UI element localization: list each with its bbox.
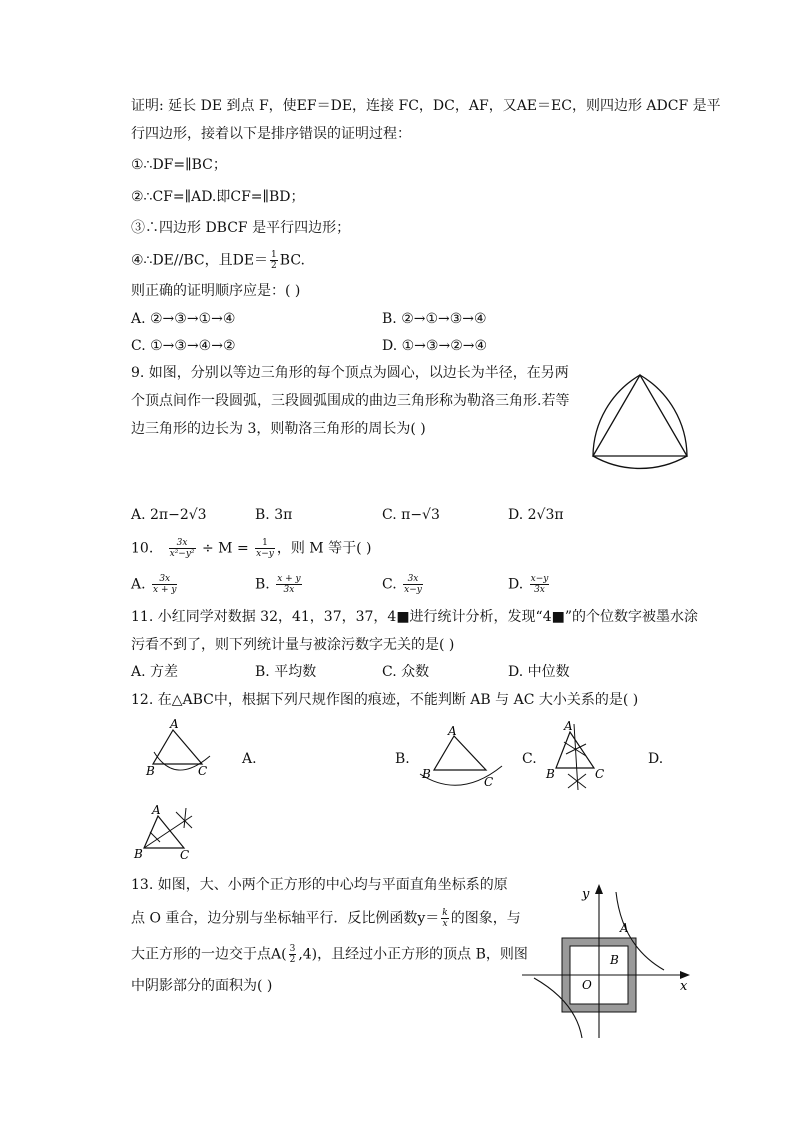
vertex-label-a: A bbox=[564, 719, 573, 733]
q8-step4-pre: ④∴DE//BC，且DE＝ bbox=[131, 252, 269, 269]
equilateral-triangle bbox=[593, 375, 687, 456]
fraction-numerator: 3x bbox=[169, 538, 196, 549]
construction-mark bbox=[184, 808, 186, 828]
fraction-numerator: 1 bbox=[271, 250, 277, 260]
q8-step2: ②∴CF=∥AD.即CF=∥BD； bbox=[131, 189, 305, 205]
q13-kx-fraction bbox=[441, 908, 448, 929]
point-label-b: B bbox=[610, 953, 619, 967]
q10-stem bbox=[131, 538, 371, 559]
fraction-numerator: 3x bbox=[152, 574, 177, 585]
q12-stem: 12. 在△ABC中，根据下列尺规作图的痕迹，不能判断 AB 与 AC 大小关系的是( ) bbox=[131, 692, 639, 708]
q9-option-d: D. 2√3π bbox=[508, 507, 564, 523]
vertex-label-c: C bbox=[180, 848, 190, 862]
option-label: D. bbox=[508, 576, 524, 593]
q12-label-d: D. bbox=[648, 751, 664, 767]
q13-line1: 13. 如图，大、小两个正方形的中心均与平面直角坐标系的原 bbox=[131, 877, 508, 893]
q10-tail: ，则 M 等于( ) bbox=[276, 540, 372, 557]
q9-option-b: B. 3π bbox=[255, 507, 293, 523]
x-axis-arrow bbox=[680, 971, 690, 979]
axis-label-x: x bbox=[680, 979, 688, 994]
q13-point-fraction bbox=[289, 944, 297, 965]
fraction-denominator: x−y bbox=[256, 549, 274, 559]
q8-step4-post: BC. bbox=[279, 252, 305, 269]
q12-label-b: B. bbox=[395, 751, 410, 767]
fraction-denominator: x−y bbox=[404, 585, 422, 595]
q9-option-a: A. 2π−2√3 bbox=[131, 507, 207, 523]
q9-line2: 个顶点间作一段圆弧，三段圆弧围成的曲边三角形称为勒洛三角形.若等 bbox=[131, 393, 570, 409]
q10-number: 10. bbox=[131, 540, 154, 557]
vertex-label-b: B bbox=[546, 767, 555, 781]
reuleaux-triangle-figure bbox=[590, 372, 690, 487]
q11-option-c: C. 众数 bbox=[382, 664, 430, 680]
q13-line2-pre: 点 O 重合，边分别与坐标轴平行．反比例函数y＝ bbox=[131, 910, 440, 927]
q10-fraction-2 bbox=[255, 538, 275, 559]
triangle-abc bbox=[153, 730, 202, 764]
vertex-label-a: A bbox=[152, 803, 161, 817]
fraction-numerator: x + y bbox=[277, 574, 301, 584]
fraction-denominator: 3x bbox=[534, 585, 545, 595]
q11-option-a: A. 方差 bbox=[131, 664, 179, 680]
q10-option-c bbox=[382, 574, 425, 595]
q11-line1: 11. 小红同学对数据 32，41，37，37，4■进行统计分析，发现“4■”的个位数字被墨水涂 bbox=[131, 609, 699, 625]
fraction-numerator: 3 bbox=[289, 944, 296, 954]
option-label: B. bbox=[255, 576, 270, 593]
q10-option-b bbox=[255, 574, 304, 595]
q12-figure-d bbox=[130, 802, 200, 864]
q12-label-a: A. bbox=[242, 751, 257, 767]
vertex-label-b: B bbox=[134, 847, 143, 861]
triangle-abc bbox=[434, 736, 486, 770]
q8-step1: ①∴DF=∥BC； bbox=[131, 157, 227, 173]
axis-label-y: y bbox=[582, 887, 590, 902]
q8-option-a: A. ②→③→①→④ bbox=[131, 311, 236, 327]
reuleaux-arc-bottom bbox=[593, 456, 687, 468]
q11-option-b: B. 平均数 bbox=[255, 664, 317, 680]
q8-question: 则正确的证明顺序应是：( ) bbox=[131, 283, 301, 299]
fraction-denominator: 3x bbox=[283, 585, 295, 595]
q13-line2 bbox=[131, 908, 521, 929]
y-axis-arrow bbox=[595, 884, 603, 894]
fraction-denominator: 2 bbox=[271, 261, 277, 271]
q10-option-a bbox=[131, 574, 179, 595]
q10-fraction-1 bbox=[169, 538, 196, 559]
option-label: A. bbox=[131, 576, 146, 593]
fraction-numerator: 3x bbox=[403, 574, 423, 585]
q12-figure-a bbox=[140, 718, 220, 780]
q13-line2-post: 的图象，与 bbox=[450, 910, 521, 927]
q11-option-d: D. 中位数 bbox=[508, 664, 570, 680]
origin-label: O bbox=[582, 978, 592, 992]
q13-coordinate-figure bbox=[520, 880, 700, 1040]
q10-option-b-fraction bbox=[276, 574, 301, 595]
q9-option-c: C. π−√3 bbox=[382, 507, 440, 523]
fraction-numerator: k bbox=[442, 908, 448, 918]
vertex-label-c: C bbox=[595, 767, 605, 781]
q10-option-a-fraction bbox=[152, 574, 177, 595]
point-label-a: A bbox=[620, 921, 629, 935]
q9-line1: 9. 如图，分别以等边三角形的每个顶点为圆心，以边长为半径，在另两 bbox=[131, 365, 569, 381]
q12-label-c: C. bbox=[522, 751, 537, 767]
q9-line3: 边三角形的边长为 3，则勒洛三角形的周长为( ) bbox=[131, 421, 426, 437]
option-label: C. bbox=[382, 576, 397, 593]
vertex-label-b: B bbox=[422, 767, 431, 781]
q8-step3: ③∴四边形 DBCF 是平行四边形； bbox=[131, 220, 351, 236]
q13-line3-pre: 大正方形的一边交于点A( bbox=[131, 946, 287, 963]
vertex-label-a: A bbox=[448, 724, 457, 738]
q10-option-c-fraction bbox=[403, 574, 423, 595]
q13-line4: 中阴影部分的面积为( ) bbox=[131, 978, 273, 994]
q8-intro-line1: 证明: 延长 DE 到点 F，使EF＝DE，连接 FC，DC，AF，又AE＝EC，则四边形 ADCF 是平 bbox=[131, 98, 721, 114]
q10-option-d-fraction bbox=[530, 574, 550, 595]
q10-operator: ÷ M = bbox=[202, 540, 249, 557]
q10-option-d bbox=[508, 574, 551, 595]
fraction-numerator: x−y bbox=[530, 574, 549, 584]
vertex-label-c: C bbox=[484, 775, 494, 789]
q12-figure-c bbox=[540, 718, 610, 794]
fraction-denominator: x²−y² bbox=[169, 549, 195, 559]
q8-intro-line2: 行四边形，接着以下是排序错误的证明过程： bbox=[131, 126, 411, 142]
q11-line2: 污看不到了，则下列统计量与被涂污数字无关的是( ) bbox=[131, 637, 455, 653]
fraction-denominator: x bbox=[442, 919, 448, 929]
q12-figure-b bbox=[410, 722, 510, 794]
q8-option-d: D. ①→③→②→④ bbox=[382, 338, 488, 354]
q8-step4-fraction bbox=[270, 250, 278, 271]
fraction-denominator: 2 bbox=[289, 955, 296, 965]
q13-line3 bbox=[131, 944, 528, 965]
q13-line3-post: ,4)，且经过小正方形的顶点 B，则图 bbox=[298, 946, 528, 963]
q8-option-c: C. ①→③→④→② bbox=[131, 338, 236, 354]
vertex-label-b: B bbox=[146, 764, 155, 778]
fraction-numerator: 1 bbox=[255, 538, 275, 549]
q8-option-b: B. ②→①→③→④ bbox=[382, 311, 487, 327]
q8-step4 bbox=[131, 250, 305, 271]
vertex-label-c: C bbox=[198, 764, 208, 778]
fraction-denominator: x + y bbox=[153, 585, 177, 595]
vertex-label-a: A bbox=[170, 717, 179, 731]
